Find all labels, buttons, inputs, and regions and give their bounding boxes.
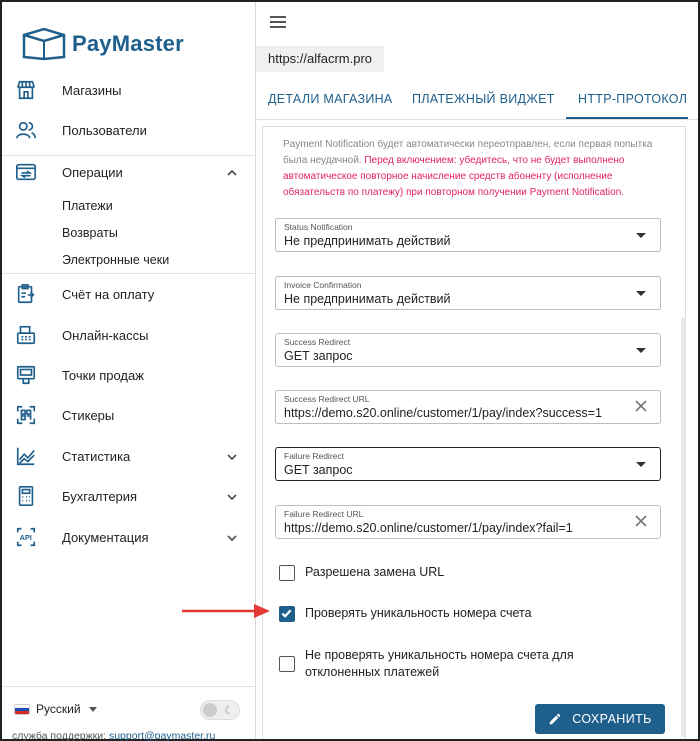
failure-redirect-select[interactable] [275,447,661,481]
sidebar-subitem-payments[interactable]: Платежи [62,199,113,213]
theme-toggle[interactable] [200,700,240,720]
checkbox-label: Не проверять уникальность номера счета для отклоненных платежей [305,648,574,679]
sidebar-item-online-cash[interactable] [2,315,256,355]
field-label: Failure Redirect URL [284,509,364,519]
caret-down-icon [89,707,97,712]
support-label: служба поддержки: [12,730,107,741]
sidebar-item-statistics[interactable] [2,436,256,476]
wallet-logo-icon [22,27,66,61]
sidebar-item-label: Стикеры [62,407,115,423]
logo[interactable] [22,24,184,64]
notice-warning: Перед включением: убедитесь, что не будет выполнено автоматическое повторное начисление средств абоненту (исполнение обязательств по платежу) при повторном получении Payment Notification. [283,155,625,198]
check-invoice-uniqueness-checkbox[interactable] [279,605,532,622]
divider [2,686,256,687]
sidebar-item-accounting[interactable] [2,476,256,516]
success-redirect-url-input[interactable] [275,390,661,424]
sidebar-item-stores[interactable] [2,70,256,110]
checkmark-icon [281,608,292,619]
sidebar-item-label: Пользователи [62,122,147,138]
chevron-down-icon [226,531,238,543]
sidebar-item-documentation[interactable] [2,517,256,557]
sidebar-item-label: Онлайн-кассы [62,327,149,343]
scrollbar[interactable] [681,317,685,737]
pos-icon [14,363,38,387]
sidebar-item-label: Операции [62,164,123,180]
http-protocol-panel [262,126,686,739]
failure-redirect-url-input[interactable] [275,505,661,539]
sidebar-subitem-receipts[interactable]: Электронные чеки [62,253,170,267]
language-selector[interactable] [14,702,97,716]
chevron-down-icon [226,490,238,502]
support-email-link[interactable]: support@paymaster.ru [108,730,216,741]
sidebar-item-label: Статистика [62,448,131,464]
tab-store-details[interactable]: ДЕТАЛИ МАГАЗИНА [268,92,393,106]
notice-text: Payment Notification будет автоматически переотправлен, если первая попытка была неудачной. [283,139,653,166]
checkbox-box[interactable] [279,656,295,672]
sidebar-item-label: Точки продаж [62,367,144,383]
tab-bar [256,84,698,120]
field-label: Success Redirect [284,337,351,347]
sidebar-item-operations[interactable] [2,152,256,192]
checkbox-box[interactable] [279,606,295,622]
sidebar-item-label: Счёт на оплату [62,286,155,302]
invoice-icon [14,282,38,306]
field-value: https://demo.s20.online/customer/1/pay/index?fail=1 [284,521,573,535]
sidebar-item-label: Документация [62,529,149,545]
field-value: GET запрос [284,463,353,477]
qr-sticker-icon [14,403,38,427]
invoice-confirmation-select[interactable] [275,276,661,310]
save-button[interactable] [535,704,665,734]
checkbox-box[interactable] [279,565,295,581]
support-info [12,730,215,741]
cash-register-icon [14,323,38,347]
annotation-arrow-icon [180,600,272,622]
statistics-icon [14,444,38,468]
field-value: Не предпринимать действий [284,292,451,306]
sidebar-item-users[interactable] [2,110,256,150]
dropdown-caret-icon [636,291,646,296]
sidebar-item-invoice[interactable] [2,274,256,314]
checkbox-label: Проверять уникальность номера счета [305,606,532,620]
sidebar-item-label: Магазины [62,82,122,98]
field-label: Status Notification [284,222,353,232]
notification-notice [283,137,653,201]
calculator-icon [14,484,38,508]
tab-payment-widget[interactable]: ПЛАТЕЖНЫЙ ВИДЖЕТ [412,92,555,106]
language-label: Русский [36,702,81,716]
status-notification-select[interactable] [275,218,661,252]
field-value: https://demo.s20.online/customer/1/pay/index?success=1 [284,406,602,420]
dropdown-caret-icon [636,462,646,467]
logo-text: PayMaster [72,31,184,56]
skip-uniqueness-declined-checkbox[interactable] [279,647,639,681]
sidebar-item-stickers[interactable] [2,395,256,435]
operations-icon [14,160,38,184]
active-tab-indicator [566,117,688,119]
chevron-up-icon [226,166,238,178]
chevron-down-icon [226,450,238,462]
field-label: Invoice Confirmation [284,280,362,290]
success-redirect-select[interactable] [275,333,661,367]
sidebar-item-label: Бухгалтерия [62,488,138,504]
store-icon [14,78,38,102]
allow-url-replace-checkbox[interactable] [279,564,444,581]
sidebar [2,2,256,739]
dropdown-caret-icon [636,348,646,353]
menu-icon[interactable] [270,16,286,28]
api-icon [14,525,38,549]
moon-icon: ☾ [224,705,234,717]
field-value: GET запрос [284,349,353,363]
store-url: https://alfacrm.pro [256,46,384,72]
dropdown-caret-icon [636,233,646,238]
clear-icon[interactable] [634,399,648,413]
toggle-knob [203,703,217,717]
tab-http-protocol[interactable]: HTTP-ПРОТОКОЛ [578,92,688,106]
clear-icon[interactable] [634,514,648,528]
field-label: Failure Redirect [284,451,344,461]
users-icon [14,118,38,142]
sidebar-item-pos[interactable] [2,355,256,395]
field-value: Не предпринимать действий [284,234,451,248]
checkbox-label: Разрешена замена URL [305,565,445,579]
svg-text:API: API [19,532,32,542]
main-content [256,2,698,739]
pencil-icon [548,712,562,726]
sidebar-subitem-refunds[interactable]: Возвраты [62,226,118,240]
save-button-label: СОХРАНИТЬ [572,712,652,726]
field-label: Success Redirect URL [284,394,370,404]
russian-flag-icon [14,704,30,715]
